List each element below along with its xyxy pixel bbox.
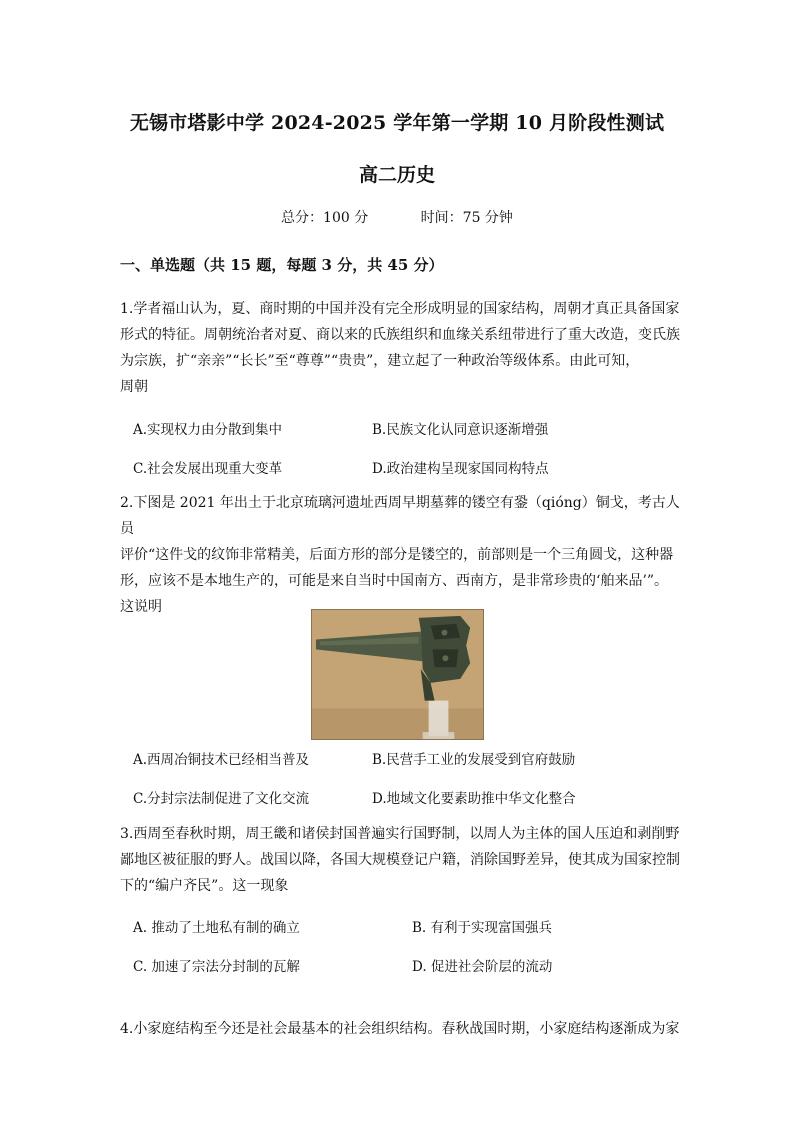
question-2-stem — [120, 490, 680, 620]
question-3-stem — [120, 821, 680, 899]
question-line: 1.学者福山认为，夏、商时期的中国并没有完全形成明显的国家结构，周朝才真正具备国家 — [120, 301, 680, 317]
question-line: 为宗族，扩“亲亲”“长长”至“尊尊”“贵贵”，建立起了一种政治等级体系。由此可知， — [120, 353, 640, 369]
question-1-stem — [120, 296, 680, 400]
q1-option-c[interactable]: C.社会发展出现重大变革 — [133, 461, 283, 477]
question-line: 周朝 — [120, 379, 148, 395]
exam-meta — [0, 207, 794, 227]
question-line: 下的“编户齐民”。这一现象 — [120, 878, 289, 894]
bronze-ge-illustration — [312, 610, 483, 739]
bronze-ge-photo — [311, 609, 484, 740]
q3-option-d[interactable]: D. 促进社会阶层的流动 — [412, 959, 553, 975]
question-line: 鄙地区被征服的野人。战国以降，各国大规模登记户籍，消除国野差异，使其成为国家控制 — [120, 852, 680, 868]
question-4-stem — [120, 1016, 680, 1042]
question-line: 2.下图是 2021 年出土于北京琉璃河遗址西周早期墓葬的镂空有銎（qióng）铜戈，考古人员 — [120, 495, 680, 537]
q3-option-b[interactable]: B. 有利于实现富国强兵 — [412, 920, 553, 936]
section-heading: 一、单选题（共 15 题，每题 3 分，共 45 分） — [120, 256, 444, 274]
total-score: 总分：100 分 — [281, 210, 369, 226]
question-line: 4.小家庭结构至今还是社会最基本的社会组织结构。春秋战国时期，小家庭结构逐渐成为家 — [120, 1021, 680, 1037]
question-line: 形，应该不是本地生产的，可能是来自当时中国南方、西南方，是非常珍贵的‘舶来品’”。 — [120, 573, 669, 589]
q1-option-a[interactable]: A.实现权力由分散到集中 — [133, 422, 283, 438]
exam-subject: 高二历史 — [358, 164, 435, 186]
question-line: 评价“这件戈的纹饰非常精美，后面方形的部分是镂空的，前部则是一个三角圆戈，这种器 — [120, 547, 674, 563]
question-line: 这说明 — [120, 599, 162, 615]
exam-title: 无锡市塔影中学 2024-2025 学年第一学期 10 月阶段性测试 — [129, 112, 665, 134]
q3-option-c[interactable]: C. 加速了宗法分封制的瓦解 — [133, 959, 300, 975]
exam-time: 时间：75 分钟 — [420, 210, 513, 226]
q2-option-a[interactable]: A.西周冶铜技术已经相当普及 — [133, 752, 310, 768]
q2-option-d[interactable]: D.地域文化要素助推中华文化整合 — [372, 791, 576, 807]
q2-option-c[interactable]: C.分封宗法制促进了文化交流 — [133, 791, 310, 807]
q2-option-b[interactable]: B.民营手工业的发展受到官府鼓励 — [372, 752, 576, 768]
q1-option-b[interactable]: B.民族文化认同意识逐渐增强 — [372, 422, 549, 438]
q1-option-d[interactable]: D.政治建构呈现家国同构特点 — [372, 461, 549, 477]
question-line: 形式的特征。周朝统治者对夏、商以来的氏族组织和血缘关系纽带进行了重大改造，变氏族 — [120, 327, 680, 343]
question-line: 3.西周至春秋时期，周王畿和诸侯封国普遍实行国野制，以周人为主体的国人压迫和剥削野 — [120, 826, 680, 842]
q3-option-a[interactable]: A. 推动了土地私有制的确立 — [133, 920, 300, 936]
